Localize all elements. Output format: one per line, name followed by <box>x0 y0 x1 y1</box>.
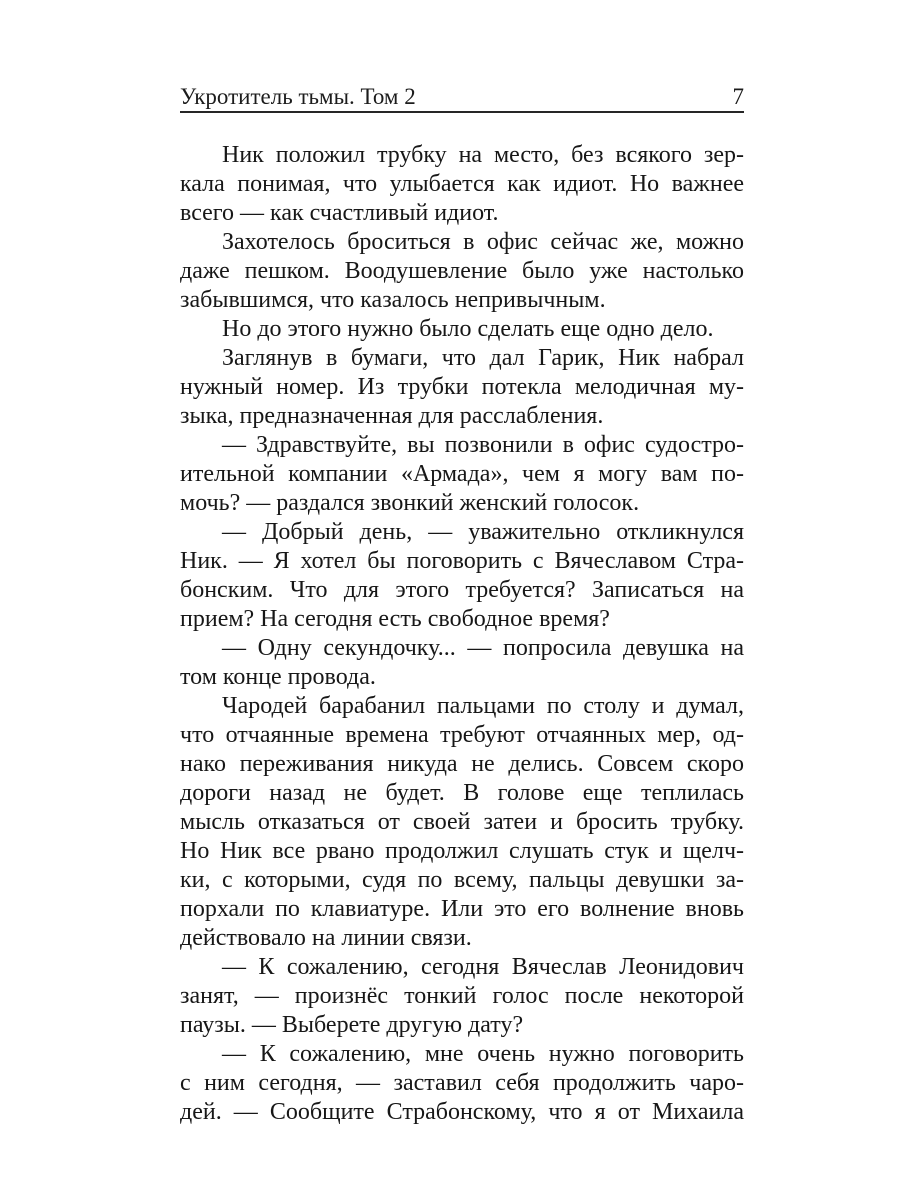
text-line: Захотелось броситься в офис сейчас же, можно <box>222 229 744 255</box>
text-line: прием? На сегодня есть свободное время? <box>180 606 610 632</box>
text-line: Но до этого нужно было сделать еще одно дело. <box>222 316 714 342</box>
text-line: даже пешком. Воодушевление было уже настолько <box>180 258 744 284</box>
text-line: — Здравствуйте, вы позвонили в офис судостро- <box>222 432 744 458</box>
text-line: — К сожалению, мне очень нужно поговорить <box>222 1041 744 1067</box>
text-line: ительной компании «Армада», чем я могу вам по- <box>180 461 744 487</box>
text-line: что отчаянные времена требуют отчаянных мер, од- <box>180 722 744 748</box>
text-line: дороги назад не будет. В голове еще теплилась <box>180 780 744 806</box>
running-header <box>180 84 744 110</box>
text-line: Чародей барабанил пальцами по столу и думал, <box>222 693 744 719</box>
text-line: всего — как счастливый идиот. <box>180 200 499 226</box>
text-line: мысль отказаться от своей затеи и бросить трубку. <box>180 809 744 835</box>
paragraph <box>180 141 744 228</box>
text-line: Но Ник все рвано продолжил слушать стук и щелч- <box>180 838 744 864</box>
text-line: дей. — Сообщите Страбонскому, что я от Михаила <box>180 1099 744 1125</box>
text-line: кала понимая, что улыбается как идиот. Но важнее <box>180 171 744 197</box>
text-line: мочь? — раздался звонкий женский голосок. <box>180 490 640 516</box>
text-line: — Добрый день, — уважительно откликнулся <box>222 519 744 545</box>
text-line: нако переживания никуда не делись. Совсем скоро <box>180 751 744 777</box>
paragraph <box>180 431 744 518</box>
header-rule <box>180 111 744 113</box>
text-line: — К сожалению, сегодня Вячеслав Леонидович <box>222 954 744 980</box>
paragraph <box>180 315 744 344</box>
text-line: Ник положил трубку на место, без всякого зер- <box>222 142 744 168</box>
text-line: зыка, предназначенная для расслабления. <box>180 403 604 429</box>
paragraph <box>180 692 744 953</box>
text-line: с ним сегодня, — заставил себя продолжить чаро- <box>180 1070 744 1096</box>
page-number: 7 <box>732 84 744 109</box>
text-line: нужный номер. Из трубки потекла мелодичная му- <box>180 374 744 400</box>
text-line: порхали по клавиатуре. Или это его волнение вновь <box>180 896 744 922</box>
text-line: Ник. — Я хотел бы поговорить с Вячеславом Стра- <box>180 548 744 574</box>
text-line: бонским. Что для этого требуется? Записаться на <box>180 577 744 603</box>
text-line: занят, — произнёс тонкий голос после некоторой <box>180 983 744 1009</box>
paragraph <box>180 344 744 431</box>
text-line: том конце провода. <box>180 664 376 690</box>
paragraph <box>180 953 744 1040</box>
text-line: паузы. — Выберете другую дату? <box>180 1012 524 1038</box>
text-line: забывшимся, что казалось непривычным. <box>180 287 606 313</box>
paragraph <box>180 1040 744 1127</box>
paragraph <box>180 228 744 315</box>
paragraph <box>180 634 744 692</box>
text-line: ки, с которыми, судя по всему, пальцы девушки за- <box>180 867 744 893</box>
book-title: Укротитель тьмы. Том 2 <box>180 84 416 109</box>
page-body <box>180 141 744 1127</box>
text-line: Заглянув в бумаги, что дал Гарик, Ник набрал <box>222 345 744 371</box>
text-line: действовало на линии связи. <box>180 925 472 951</box>
text-line: — Одну секундочку... — попросила девушка на <box>222 635 744 661</box>
paragraph <box>180 518 744 634</box>
